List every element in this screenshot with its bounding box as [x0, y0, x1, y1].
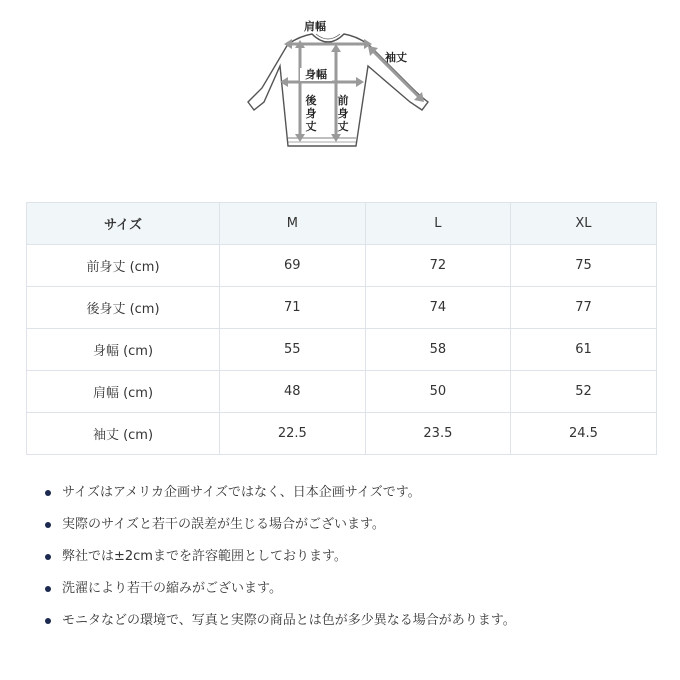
label-sleeve-length: 袖丈 [385, 51, 407, 64]
cell-value: 55 [220, 329, 366, 371]
header-size-label: サイズ [27, 203, 220, 245]
header-size-m: M [220, 203, 366, 245]
list-item: 弊社では±2cmまでを許容範囲としております。 [38, 542, 658, 574]
header-size-xl: XL [511, 203, 657, 245]
row-label: 袖丈 (cm) [27, 413, 220, 455]
list-item: モニタなどの環境で、写真と実際の商品とは色が多少異なる場合があります。 [38, 606, 658, 638]
cell-value: 23.5 [365, 413, 511, 455]
cell-value: 72 [365, 245, 511, 287]
table-header-row [27, 203, 657, 245]
cell-value: 50 [365, 371, 511, 413]
table-row [27, 371, 657, 413]
label-shoulder-width: 肩幅 [304, 20, 326, 33]
label-back-length: 後 身 丈 [305, 94, 317, 133]
bullet-icon [45, 618, 51, 624]
table-row [27, 413, 657, 455]
cell-value: 24.5 [511, 413, 657, 455]
cell-value: 71 [220, 287, 366, 329]
bullet-icon [45, 554, 51, 560]
cell-value: 74 [365, 287, 511, 329]
list-item: 洗濯により若干の縮みがございます。 [38, 574, 658, 606]
table-row [27, 287, 657, 329]
list-item: 実際のサイズと若干の誤差が生じる場合がございます。 [38, 510, 658, 542]
measurement-diagram [240, 10, 440, 160]
shirt-outline-icon [240, 10, 440, 160]
row-label: 肩幅 (cm) [27, 371, 220, 413]
notes-list [38, 478, 658, 638]
cell-value: 22.5 [220, 413, 366, 455]
list-item: サイズはアメリカ企画サイズではなく、日本企画サイズです。 [38, 478, 658, 510]
bullet-icon [45, 490, 51, 496]
header-size-l: L [365, 203, 511, 245]
table-row [27, 329, 657, 371]
cell-value: 52 [511, 371, 657, 413]
label-front-length: 前 身 丈 [337, 94, 349, 133]
cell-value: 58 [365, 329, 511, 371]
cell-value: 69 [220, 245, 366, 287]
size-table [26, 202, 657, 455]
cell-value: 75 [511, 245, 657, 287]
row-label: 身幅 (cm) [27, 329, 220, 371]
cell-value: 61 [511, 329, 657, 371]
row-label: 後身丈 (cm) [27, 287, 220, 329]
table-row [27, 245, 657, 287]
cell-value: 77 [511, 287, 657, 329]
row-label: 前身丈 (cm) [27, 245, 220, 287]
bullet-icon [45, 586, 51, 592]
label-body-width: 身幅 [300, 68, 332, 81]
bullet-icon [45, 522, 51, 528]
cell-value: 48 [220, 371, 366, 413]
